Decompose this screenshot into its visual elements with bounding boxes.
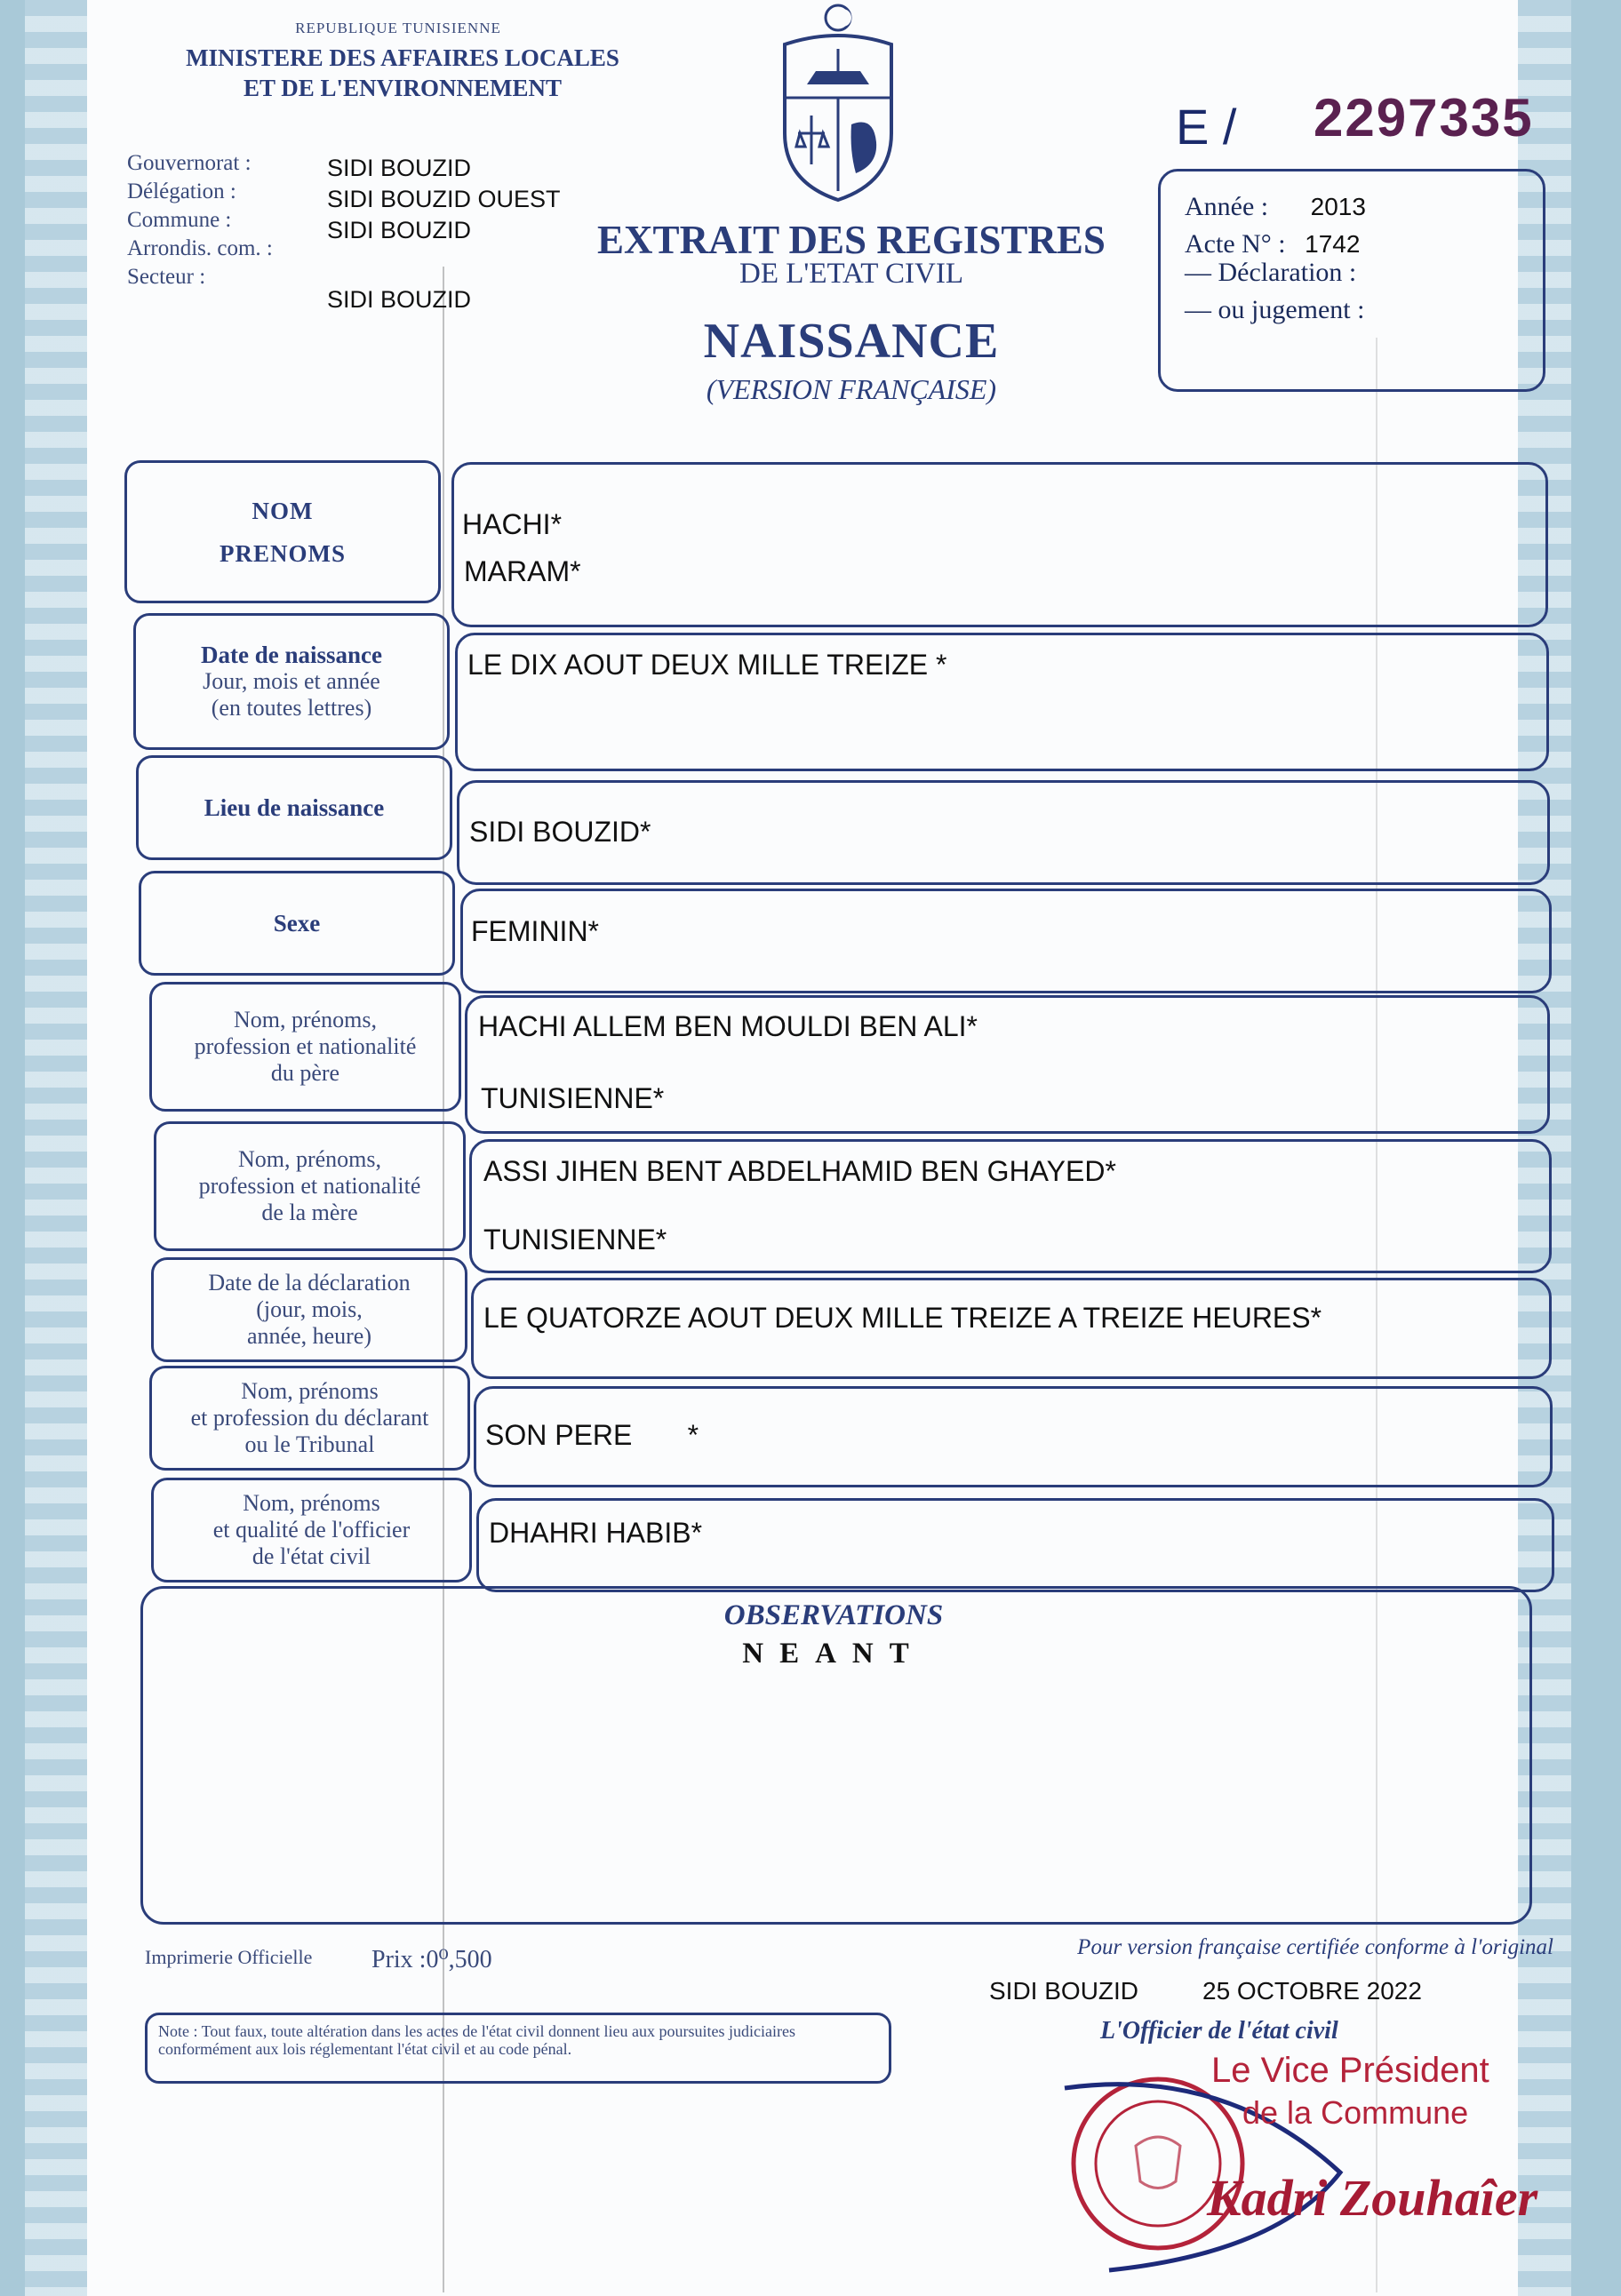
issue-date: 25 OCTOBRE 2022	[1202, 1977, 1422, 2005]
issue-place: SIDI BOUZID	[989, 1977, 1139, 2005]
declaration-date-value: LE QUATORZE AOUT DEUX MILLE TREIZE A TREIZE HEURES*	[483, 1302, 1322, 1334]
registrar-label-box	[151, 1478, 472, 1582]
arrondissement-label: Arrondis. com. :	[127, 236, 273, 260]
declaration-date-label-3: année, heure)	[246, 1323, 372, 1349]
acte-number-label: Acte N° :	[1185, 229, 1286, 259]
nom-value-box	[451, 462, 1548, 627]
prenoms-value: MARAM*	[464, 555, 581, 587]
delegation-label: Délégation :	[127, 179, 236, 203]
acte-details	[1185, 188, 1366, 329]
mother-label-2: profession et nationalité	[198, 1173, 421, 1199]
admin-labels	[127, 149, 273, 291]
father-label-2: profession et nationalité	[194, 1033, 417, 1059]
secteur-value: SIDI BOUZID	[327, 286, 472, 313]
nom-label-box	[124, 460, 441, 603]
declarant-label-2: et profession du déclarant	[190, 1405, 429, 1431]
nom-value: HACHI*	[462, 508, 563, 540]
declarant-label-1: Nom, prénoms	[241, 1378, 379, 1404]
birth-date-hint-2: (en toutes lettres)	[211, 695, 372, 721]
declaration-date-label-box	[151, 1257, 467, 1362]
document-type: NAISSANCE	[703, 314, 1000, 369]
gouvernorat-value: SIDI BOUZID	[327, 155, 472, 181]
certification-text: Pour version française certifiée conforme à l'original	[1077, 1935, 1553, 1959]
declarant-value: SON PERE *	[485, 1419, 699, 1451]
birth-date-label-box	[133, 613, 450, 750]
sex-value: FEMININ*	[471, 915, 599, 947]
father-label-1: Nom, prénoms,	[233, 1007, 378, 1032]
declarant-label-3: ou le Tribunal	[244, 1431, 375, 1457]
document-subtitle: DE L'ETAT CIVIL	[739, 258, 963, 290]
ministry-line-2: ET DE L'ENVIRONNEMENT	[243, 75, 563, 101]
mother-label-box	[154, 1121, 466, 1251]
registrar-label-2: et qualité de l'officier	[212, 1517, 411, 1543]
birth-place-value: SIDI BOUZID*	[469, 816, 651, 848]
signatory-name: Kadri Zouhaîer	[1207, 2169, 1538, 2227]
jugement-label: — ou jugement :	[1185, 295, 1365, 324]
admin-values	[327, 153, 561, 315]
secteur-label: Secteur :	[127, 265, 206, 289]
observations-value: NEANT	[742, 1638, 925, 1670]
gouvernorat-label: Gouvernorat :	[127, 151, 252, 175]
annee-value: 2013	[1310, 193, 1366, 220]
mother-label-3: de la mère	[261, 1200, 358, 1225]
document-title: EXTRAIT DES REGISTRES	[597, 218, 1106, 262]
observations-title: OBSERVATIONS	[723, 1599, 944, 1631]
stamp-title-line-1: Le Vice Président	[1211, 2051, 1489, 2090]
mother-name-value: ASSI JIHEN BENT ABDELHAMID BEN GHAYED*	[483, 1155, 1116, 1187]
sex-label-box	[139, 871, 455, 976]
left-decorative-border	[25, 0, 87, 2296]
registrar-label-1: Nom, prénoms	[243, 1490, 380, 1516]
birth-place-label: Lieu de naissance	[204, 793, 385, 821]
ministry-line-1: MINISTERE DES AFFAIRES LOCALES	[186, 44, 619, 71]
prenoms-label: PRENOMS	[220, 539, 346, 567]
birth-date-value: LE DIX AOUT DEUX MILLE TREIZE *	[467, 649, 947, 681]
father-label-box	[149, 982, 461, 1112]
declaration-date-label-2: (jour, mois,	[256, 1296, 363, 1322]
stamp-title-line-2: de la Commune	[1242, 2094, 1469, 2131]
republic-heading: REPUBLIQUE TUNISIENNE	[295, 20, 501, 36]
mother-nationality-value: TUNISIENNE*	[483, 1224, 667, 1256]
serial-prefix: E /	[1176, 99, 1237, 155]
birth-date-hint: Jour, mois et année	[203, 668, 380, 694]
serial-number: 2297335	[1314, 88, 1534, 147]
birth-place-label-box	[136, 755, 452, 860]
sex-value-box	[460, 889, 1552, 993]
declaration-date-label-1: Date de la déclaration	[208, 1270, 411, 1295]
commune-label: Commune :	[127, 208, 232, 232]
printer-label: Imprimerie Officielle	[145, 1946, 313, 1968]
commune-value: SIDI BOUZID	[327, 217, 472, 243]
price-label: Prix :0⁰,500	[371, 1946, 492, 1973]
document-version: (VERSION FRANÇAISE)	[706, 373, 997, 405]
coat-of-arms-icon	[771, 0, 905, 204]
sex-label: Sexe	[273, 909, 321, 937]
nom-label: NOM	[252, 497, 314, 524]
father-label-3: du père	[270, 1060, 340, 1086]
birth-certificate-page	[25, 0, 1571, 2296]
mother-label-1: Nom, prénoms,	[237, 1146, 382, 1172]
father-nationality-value: TUNISIENNE*	[481, 1082, 665, 1114]
declaration-label: — Déclaration :	[1185, 258, 1357, 287]
annee-label: Année :	[1185, 192, 1269, 221]
ministry-heading	[136, 43, 669, 103]
delegation-value: SIDI BOUZID OUEST	[327, 186, 561, 212]
acte-number-value: 1742	[1305, 230, 1361, 258]
registrar-label-3: de l'état civil	[252, 1543, 371, 1569]
officer-title: L'Officier de l'état civil	[1100, 2017, 1338, 2045]
father-name-value: HACHI ALLEM BEN MOULDI BEN ALI*	[478, 1010, 978, 1042]
declarant-label-box	[149, 1366, 470, 1471]
registrar-value: DHAHRI HABIB*	[489, 1517, 703, 1549]
legal-note: Note : Tout faux, toute altération dans les actes de l'état civil donnent lieu aux poursuites judiciaires conformément aux lois réglementant l'état civil et au code pénal.	[145, 2013, 891, 2084]
birth-date-label: Date de naissance	[201, 642, 382, 668]
